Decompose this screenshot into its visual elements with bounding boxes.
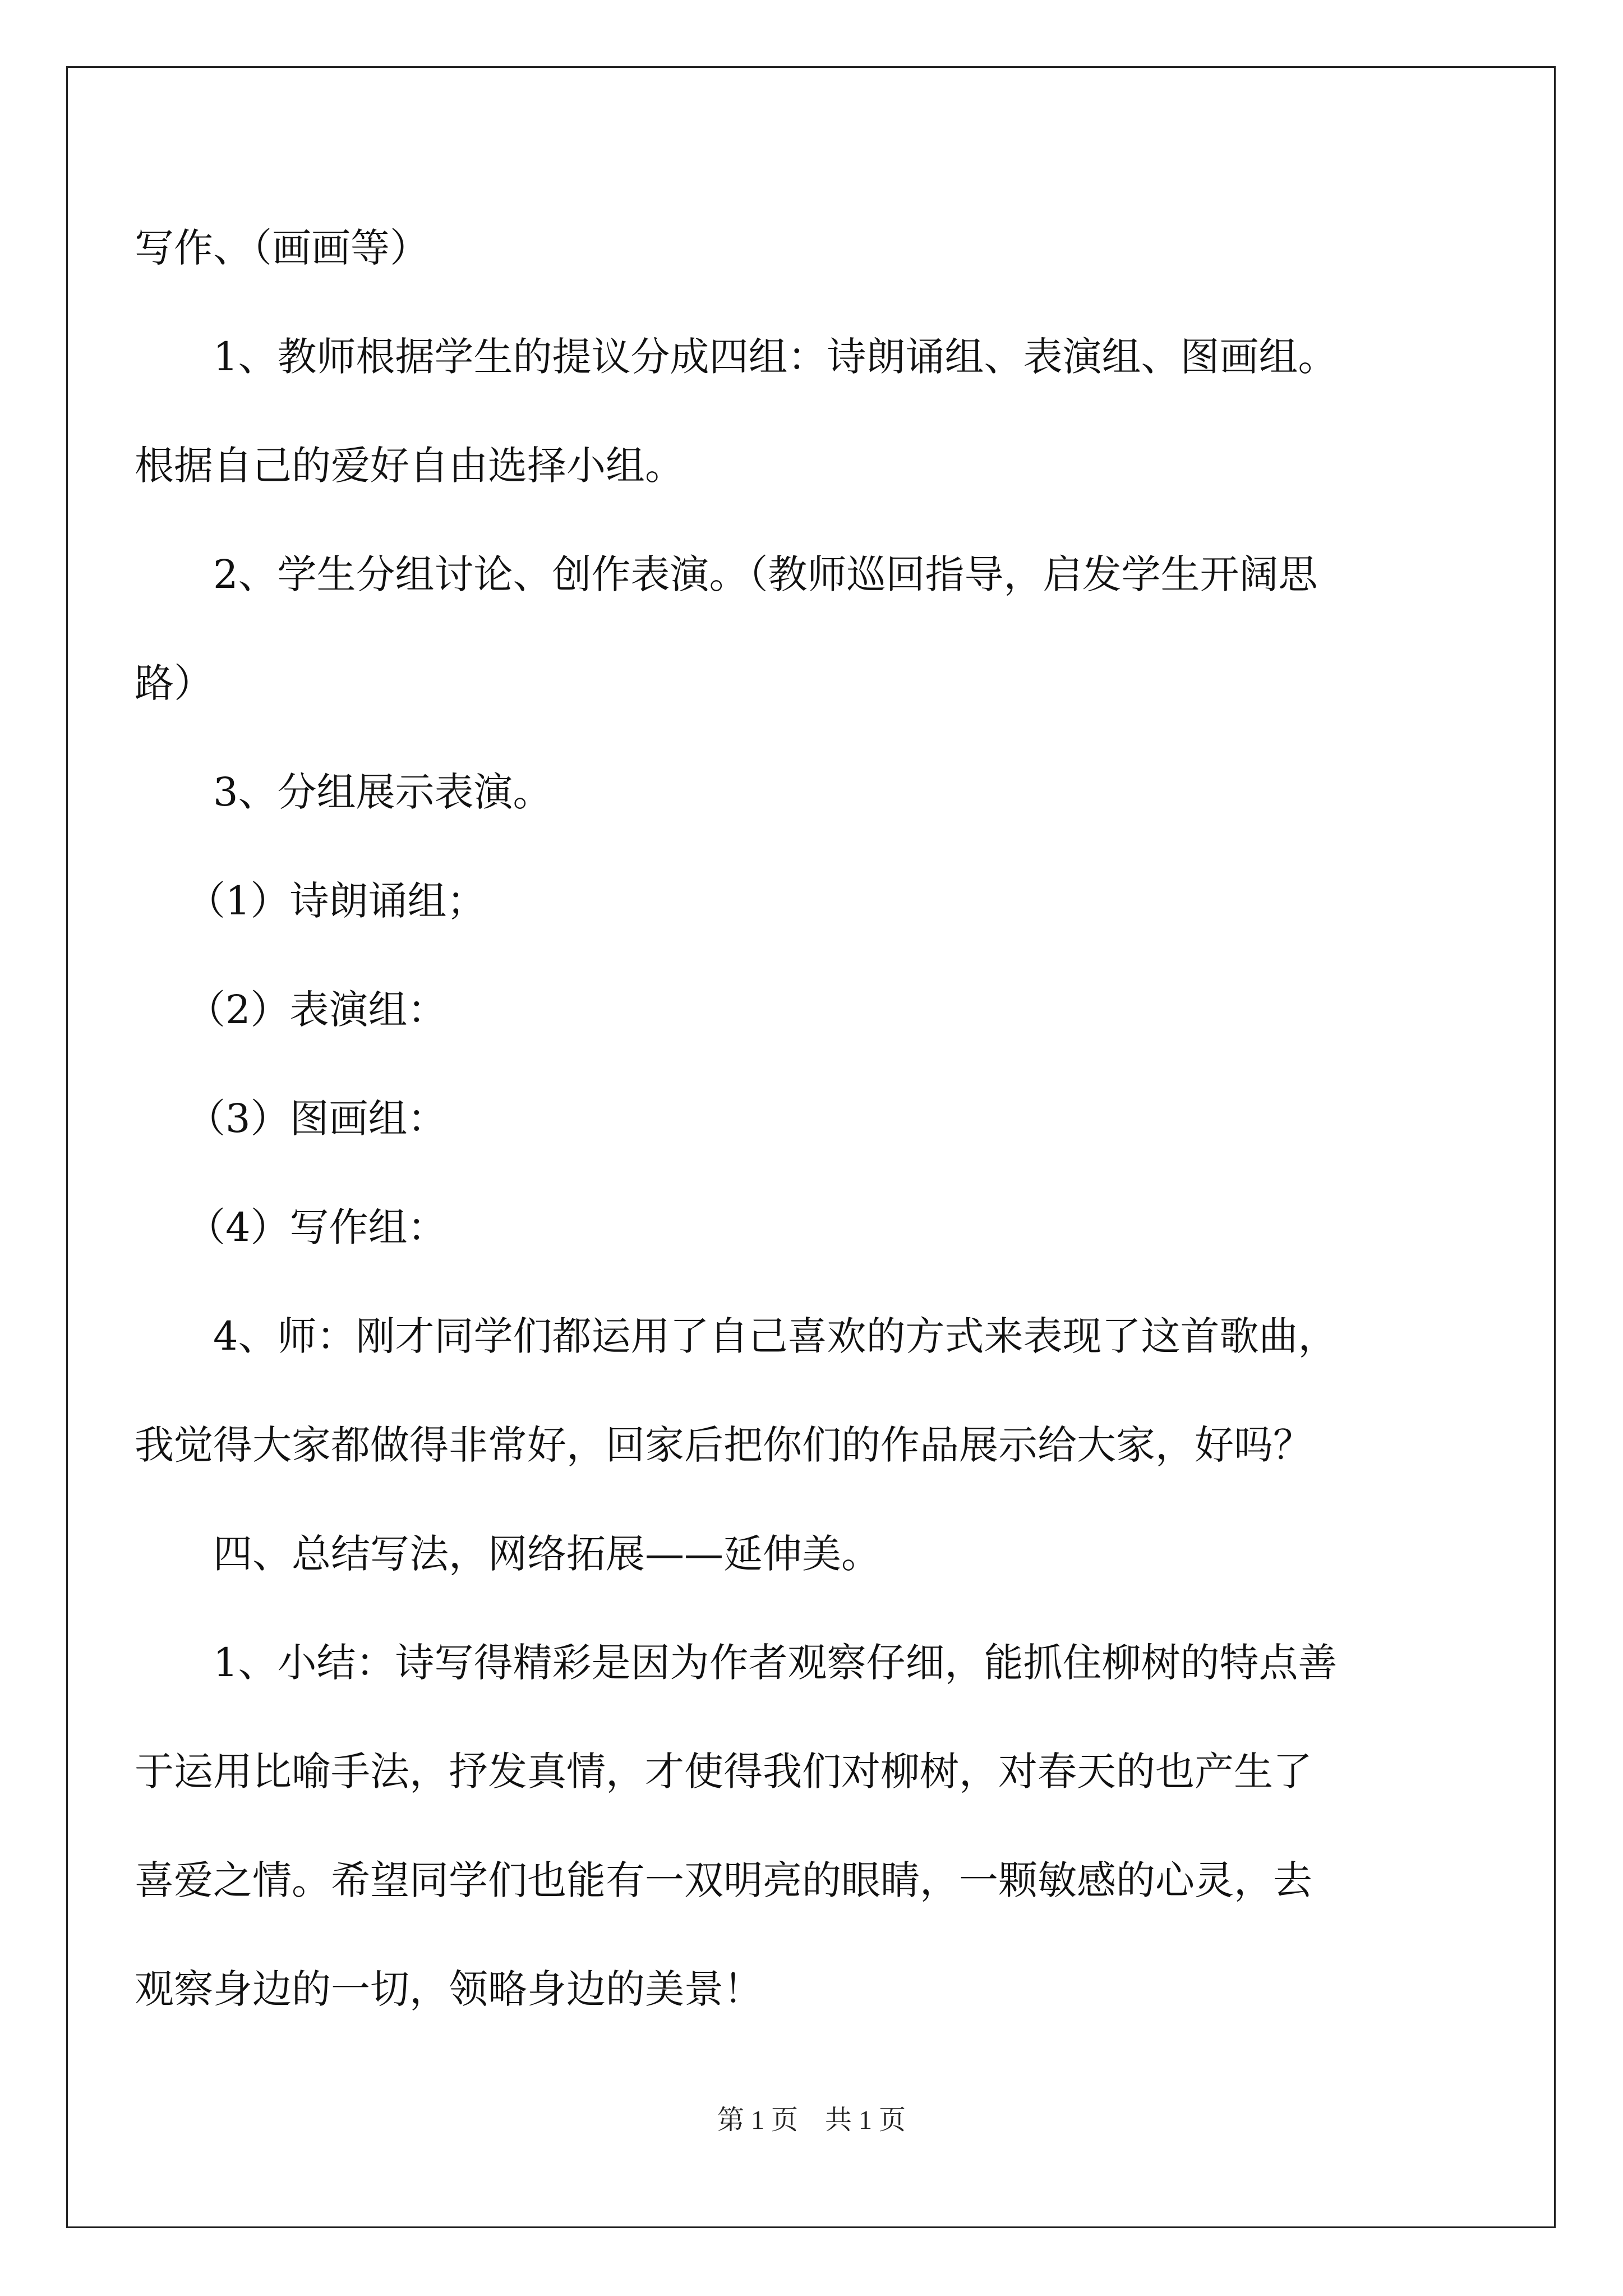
page-footer: 第 1 页 共 1 页	[717, 2105, 906, 2135]
text-line: 根据自己的爱好自由选择小组。	[135, 443, 684, 489]
text-line: （3）图画组：	[186, 1096, 447, 1142]
text-line: 3、分组展示表演。	[213, 769, 552, 815]
text-line: （4）写作组：	[186, 1204, 447, 1250]
text-line: 写作、（画画等）	[135, 225, 429, 271]
text-line: 观察身边的一切，领略身边的美景！	[135, 1966, 763, 2012]
text-line: （2）表演组：	[186, 987, 447, 1033]
text-line: 1、教师根据学生的提议分成四组：诗朗诵组、表演组、图画组。	[213, 334, 1338, 380]
text-line: 4、师：刚才同学们都运用了自己喜欢的方式来表现了这首歌曲，	[213, 1313, 1338, 1359]
text-line: 1、小结：诗写得精彩是因为作者观察仔细，能抓住柳树的特点善	[213, 1640, 1338, 1686]
text-line: （1）诗朗诵组；	[186, 878, 486, 924]
text-line: 于运用比喻手法，抒发真情，才使得我们对柳树，对春天的也产生了	[135, 1749, 1312, 1795]
text-line: 路）	[135, 660, 213, 706]
text-line: 我觉得大家都做得非常好，回家后把你们的作品展示给大家，好吗？	[135, 1422, 1312, 1468]
text-line: 2、学生分组讨论、创作表演。（教师巡回指导，启发学生开阔思	[213, 551, 1318, 597]
text-line: 四、总结写法，网络拓展——延伸美。	[213, 1531, 880, 1577]
text-line: 喜爱之情。希望同学们也能有一双明亮的眼睛，一颗敏感的心灵，去	[135, 1857, 1312, 1903]
